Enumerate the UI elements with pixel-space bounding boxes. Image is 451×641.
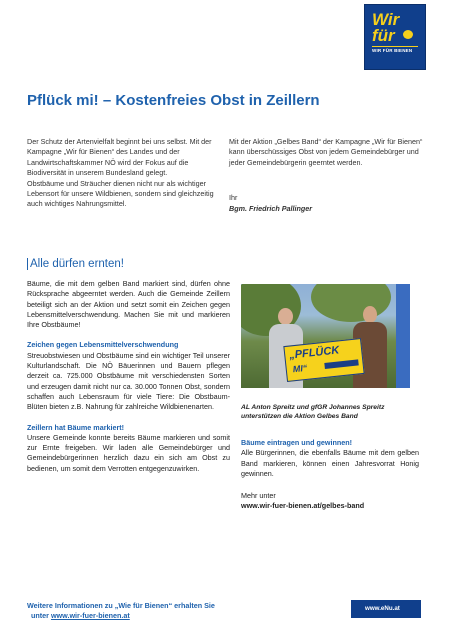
enu-brand-bar <box>351 600 421 618</box>
footer-line1: Weitere Informationen zu „Wie für Bienen“ erhalten Sie <box>27 601 215 610</box>
signature-name: Bgm. Friedrich Pallinger <box>229 204 313 213</box>
logo-line1: Wir <box>372 10 400 29</box>
subheading-food-waste: Zeichen gegen Lebensmittelverschwendung <box>27 340 179 350</box>
photo-caption: AL Anton Spreitz und gfGR Johannes Spreitz unterstützen die Aktion Gelbes Band <box>241 404 385 421</box>
logo-line2: für <box>372 26 395 45</box>
subheading-win: Bäume eintragen und gewinnen! <box>241 438 353 447</box>
bee-icon <box>403 30 413 39</box>
footer-line2 <box>27 611 215 621</box>
signature-label: Ihr <box>229 193 238 202</box>
intro-paragraph-3: Mit der Aktion „Gelbes Band“ der Kampagne „Wir für Bienen“ kann überschüssiges Obst von jedem Gemeindebürger und jeder Gemeindebürgerin geerntet werden. <box>229 137 423 167</box>
more-link[interactable]: www.wir-fuer-bienen.at/gelbes-band <box>241 501 365 511</box>
sign-stripe <box>324 359 358 369</box>
enu-brand: www.eNu.at <box>365 605 400 612</box>
left-paragraph-2: Streuobstwiesen und Obstbäume sind ein wichtiger Teil unserer Kulturlandschaft. Die NÖ Bäuerinnen und Bauern pflegen derzeit ca. 725.000 Obstbäume mit verschiedensten Sorten und erzeugen damit nicht nur ca. 30.000 Tonnen Obst, sondern schaffen auch Lebensraum für viele Tiere: Die Obstbaum-Blüten bieten z.B. Nahrung für zahlreiche Wildbienenarten. <box>27 350 230 412</box>
intro-paragraph-1: Der Schutz der Artenvielfalt beginnt bei uns selbst. Mit der Kampagne „Wir für Bienen“ des Landes und der Landwirtschaftskammer NÖ wird der Fokus auf die Biodiversität in unserem Bundesland gelegt. <box>27 137 212 178</box>
sign-line2: MI“ <box>292 362 308 375</box>
event-photo <box>241 284 410 388</box>
footer-info <box>27 601 215 620</box>
intro-left <box>27 137 219 210</box>
sign-line1: „PFLÜCK <box>288 344 340 362</box>
photo-banner <box>396 284 410 388</box>
right-column <box>241 438 419 512</box>
footer-prefix: unter <box>31 610 51 620</box>
left-paragraph-1: Bäume, die mit dem gelben Band markiert sind, dürfen ohne Rücksprache abgeerntet werden. Auch die Gemeinde Zeillern beteiligt sich an der Aktion und setzt somit ein Zeichen gegen Lebensmittelverschwendung. Machen Sie mit und markieren Ihre Obstbäume! <box>27 279 230 330</box>
footer-link[interactable]: www.wir-fuer-bienen.at <box>50 610 130 620</box>
page-title: Pflück mi! – Kostenfreies Obst in Zeillern <box>27 92 320 109</box>
intro-paragraph-2: Obstbäume und Sträucher dienen nicht nur als wichtiger Lebensort für unsere Wildbienen, sondern sind gleichzeitig auch wichtiges Nahrungsmittel. <box>27 178 214 209</box>
wir-fuer-bienen-logo <box>364 4 426 70</box>
logo-tagline: WIR FÜR BIENEN <box>372 48 413 53</box>
right-paragraph-1: Alle Bürgerinnen, die ebenfalls Bäume mit dem gelben Band markieren, können einen Jahresvorrat Honig gewinnen. <box>241 448 419 478</box>
subheading-trees-marked: Zeillern hat Bäume markiert! <box>27 422 125 432</box>
left-paragraph-3: Unsere Gemeinde konnte bereits Bäume markieren und somit zur Ernte freigeben. Wir laden alle Gemeindebürger und Gemeindebürgerinnen herzlich dazu ein sich am Obst zu bedienen, um somit dem Verrotten entgegenzuwirken. <box>27 432 230 473</box>
left-column <box>27 279 230 474</box>
more-label: Mehr unter <box>241 491 276 501</box>
section-title: Alle dürfen ernten! <box>27 258 124 270</box>
intro-right <box>229 137 425 168</box>
logo-divider <box>372 46 418 47</box>
